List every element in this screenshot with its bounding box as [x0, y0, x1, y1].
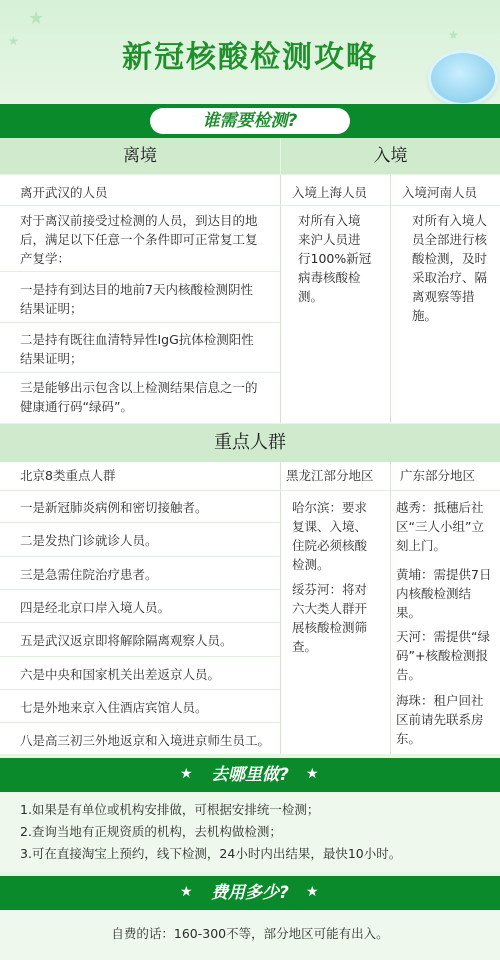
beijing-item-1: 一是新冠肺炎病例和密切接触者。: [20, 500, 208, 515]
row-divider: [0, 372, 280, 373]
column-divider: [390, 462, 391, 754]
leave-intro: 对于离汉前接受过检测的人员，到达目的地后，满足以下任意一个条件即可正常复工复产复学：: [20, 213, 258, 266]
beijing-item-7: 七是外地来京入住酒店宾馆人员。: [20, 700, 208, 715]
star-icon: ★: [318, 112, 331, 128]
section-title-where: 去哪里做?: [211, 765, 289, 785]
row-divider: [0, 205, 500, 206]
section-title-key: 重点人群: [0, 424, 500, 462]
leave-header: 离境: [0, 138, 280, 174]
henan-text: 对所有入境人员全部进行核酸检测，及时采取治疗、隔离观察等措施。: [412, 213, 488, 323]
column-divider: [280, 175, 281, 423]
star-icon: ★: [180, 884, 193, 900]
shanghai-text: 对所有入境来沪人员进行100%新冠病毒核酸检测。: [298, 213, 372, 304]
star-icon: ★: [180, 766, 193, 782]
column-divider: [390, 175, 391, 423]
section-title-who: 谁需要检测?: [150, 108, 350, 134]
heilongjiang-item-2: 绥芬河：将对六大类人群开展核酸检测筛查。: [292, 582, 368, 654]
guangdong-subheader: 广东部分地区: [400, 468, 476, 483]
beijing-item-6: 六是中央和国家机关出差返京人员。: [20, 667, 221, 682]
where-item-1: 1.如果是有单位或机构安排做，可根据安排统一检测；: [20, 802, 320, 817]
guangdong-item-4: 海珠：租户回社区前请先联系房东。: [396, 693, 484, 746]
leave-item-2: 二是持有既往血清特异性IgG抗体检测阳性结果证明；: [20, 332, 254, 366]
enter-header: 入境: [281, 138, 500, 174]
henan-subheader: 入境河南人员: [402, 185, 478, 200]
beijing-item-4: 四是经北京口岸入境人员。: [20, 600, 171, 615]
beijing-item-2: 二是发热门诊就诊人员。: [20, 533, 158, 548]
where-item-3: 3.可在直接淘宝上预约，线下检测，24小时内出结果，最快10小时。: [20, 846, 402, 861]
leave-subheader: 离开武汉的人员: [20, 185, 108, 200]
leave-item-1: 一是持有到达目的地前7天内核酸检测阴性结果证明；: [20, 282, 253, 316]
row-divider: [0, 722, 280, 723]
row-divider: [0, 689, 280, 690]
row-divider: [0, 589, 280, 590]
row-divider: [0, 490, 500, 491]
row-divider: [0, 556, 280, 557]
star-icon: ★: [306, 766, 319, 782]
row-divider: [0, 271, 280, 272]
where-item-2: 2.查询当地有正规资质的机构，去机构做检测；: [20, 824, 282, 839]
beijing-item-8: 八是高三初三外地返京和入境进京师生员工。: [20, 733, 271, 748]
row-divider: [0, 622, 280, 623]
heilongjiang-item-1: 哈尔滨：要求复课、入境、住院必须核酸检测。: [292, 500, 368, 572]
row-divider: [0, 656, 280, 657]
guangdong-item-3: 天河：需提供“绿码”+核酸检测报告。: [396, 629, 490, 682]
star-decoration-icon: ★: [8, 34, 19, 48]
beijing-subheader: 北京8类重点人群: [20, 468, 116, 483]
star-decoration-icon: ★: [448, 28, 459, 42]
row-divider: [0, 522, 280, 523]
heilongjiang-subheader: 黑龙江部分地区: [286, 468, 374, 483]
guangdong-item-1: 越秀：抵穗后社区“三人小组”立刻上门。: [396, 500, 484, 553]
star-decoration-icon: ★: [28, 8, 45, 29]
shanghai-subheader: 入境上海人员: [292, 185, 368, 200]
beijing-item-5: 五是武汉返京即将解除隔离观察人员。: [20, 633, 233, 648]
guangdong-item-2: 黄埔：需提供7日内核酸检测结果。: [396, 567, 492, 620]
star-icon: ★: [306, 884, 319, 900]
page-title: 新冠核酸检测攻略: [122, 40, 378, 75]
beijing-item-3: 三是急需住院治疗患者。: [20, 567, 158, 582]
cost-text: 自费的话：160-300不等，部分地区可能有出入。: [111, 926, 389, 941]
section-title-cost: 费用多少?: [211, 883, 289, 903]
row-divider: [0, 322, 280, 323]
column-divider: [280, 462, 281, 754]
leave-item-3: 三是能够出示包含以上检测结果信息之一的健康通行码“绿码”。: [20, 380, 258, 414]
